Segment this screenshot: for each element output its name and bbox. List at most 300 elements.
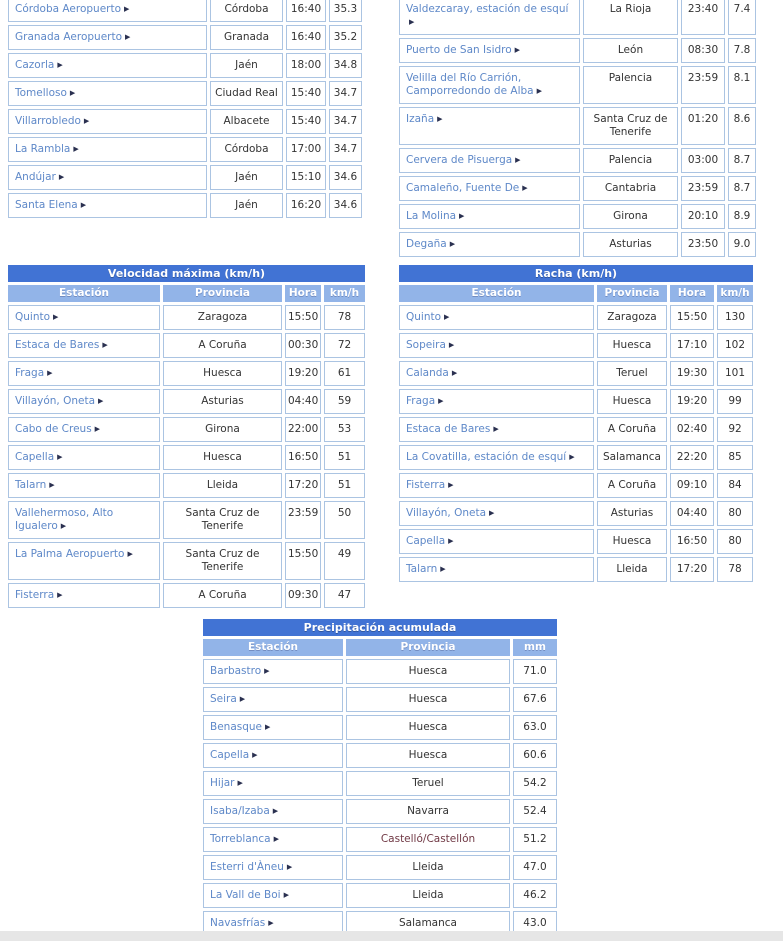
link-arrow-icon[interactable]: ▶ (522, 184, 528, 192)
station-cell (8, 305, 160, 330)
province-cell: A Coruña (597, 417, 667, 442)
province-cell: Teruel (597, 361, 667, 386)
station-cell (8, 473, 160, 498)
hora-cell: 03:00 (681, 148, 725, 173)
station-link[interactable] (15, 589, 63, 601)
hora-cell: 09:30 (285, 583, 321, 608)
station-link-label: Vallehermoso, Alto Igualero (15, 507, 114, 532)
station-cell (8, 583, 160, 608)
station-link-label: Degaña (406, 238, 447, 250)
station-link[interactable] (15, 171, 64, 183)
value-cell: 54.2 (513, 771, 557, 796)
province-cell: Girona (583, 204, 678, 229)
province-cell: Córdoba (210, 0, 283, 22)
hora-cell: 18:00 (286, 53, 326, 78)
station-link-label: Villarrobledo (15, 115, 81, 127)
station-link-label: Villayón, Oneta (15, 395, 96, 407)
station-link[interactable] (15, 199, 86, 211)
province-cell: Albacete (210, 109, 283, 134)
station-cell (8, 137, 207, 162)
province-cell: Asturias (583, 232, 678, 257)
value-cell: 72 (324, 333, 365, 358)
province-cell: Huesca (163, 445, 282, 470)
station-link[interactable] (406, 451, 575, 463)
hora-cell: 23:50 (681, 232, 725, 257)
station-link[interactable] (15, 367, 53, 379)
link-arrow-icon[interactable]: ▶ (94, 425, 101, 433)
station-link-label: La Rambla (15, 143, 71, 155)
value-cell: 34.6 (329, 165, 362, 190)
station-link-label: Granada Aeropuerto (15, 31, 123, 43)
station-cell (8, 445, 160, 470)
station-cell (399, 232, 580, 257)
province-cell: Salamanca (346, 911, 510, 936)
hora-cell: 04:40 (285, 389, 321, 414)
station-link[interactable] (210, 833, 279, 845)
province-cell: Huesca (597, 529, 667, 554)
station-cell (8, 333, 160, 358)
station-link[interactable] (210, 889, 289, 901)
value-cell: 67.6 (513, 687, 557, 712)
hora-cell: 23:59 (681, 66, 725, 104)
station-link-label: Quinto (15, 311, 51, 323)
station-link-label: Estaca de Bares (15, 339, 100, 351)
hora-cell: 15:50 (285, 305, 321, 330)
station-cell (399, 0, 580, 35)
link-arrow-icon[interactable]: ▶ (272, 807, 279, 815)
station-link[interactable] (406, 238, 455, 250)
link-arrow-icon[interactable]: ▶ (286, 863, 293, 871)
station-link-label: Talarn (15, 479, 47, 491)
link-arrow-icon[interactable]: ▶ (57, 591, 63, 599)
hora-cell: 09:10 (670, 473, 714, 498)
column-header: Provincia (163, 285, 282, 302)
link-arrow-icon[interactable]: ▶ (489, 509, 495, 517)
table-top-right (399, 0, 756, 257)
station-link-label: La Covatilla, estación de esquí (406, 451, 567, 463)
value-cell: 51 (324, 473, 365, 498)
station-link[interactable] (15, 339, 108, 351)
station-link-label: Torreblanca (210, 833, 271, 845)
station-link[interactable] (15, 451, 63, 463)
hora-cell: 17:20 (285, 473, 321, 498)
hora-cell: 15:10 (286, 165, 326, 190)
table-grid (8, 0, 362, 218)
station-link-label: Capella (210, 749, 250, 761)
value-cell: 46.2 (513, 883, 557, 908)
station-cell (8, 0, 207, 22)
value-cell: 60.6 (513, 743, 557, 768)
province-cell: Asturias (163, 389, 282, 414)
province-cell: Huesca (597, 333, 667, 358)
table-title: Velocidad máxima (km/h) (8, 265, 365, 282)
hora-cell: 23:59 (681, 176, 725, 201)
hora-cell: 00:30 (285, 333, 321, 358)
station-cell (399, 66, 580, 104)
province-cell: Palencia (583, 66, 678, 104)
station-cell (399, 38, 580, 63)
station-link[interactable] (15, 143, 79, 155)
station-link-label: Calanda (406, 367, 449, 379)
value-cell: 78 (717, 557, 753, 582)
hora-cell: 15:50 (285, 542, 321, 580)
table-top-left (8, 0, 362, 218)
station-cell (8, 53, 207, 78)
station-link-label: Barbastro (210, 665, 262, 677)
link-arrow-icon[interactable]: ▶ (69, 89, 76, 97)
link-arrow-icon[interactable]: ▶ (264, 667, 270, 675)
station-cell (399, 333, 594, 358)
value-cell: 80 (717, 529, 753, 554)
value-cell: 34.8 (329, 53, 362, 78)
station-cell (8, 361, 160, 386)
table-grid (399, 265, 753, 582)
station-cell (203, 771, 343, 796)
station-cell (399, 557, 594, 582)
column-header: Provincia (346, 639, 510, 656)
value-cell: 8.7 (728, 148, 756, 173)
station-cell (399, 445, 594, 470)
station-cell (399, 148, 580, 173)
station-link-label: Puerto de San Isidro (406, 44, 512, 56)
station-link-label: Fisterra (406, 479, 446, 491)
station-link[interactable] (406, 563, 446, 575)
station-cell (203, 687, 343, 712)
table-grid (399, 0, 756, 257)
station-link-label: La Palma Aeropuerto (15, 548, 125, 560)
province-cell: Huesca (597, 389, 667, 414)
link-arrow-icon[interactable]: ▶ (438, 397, 444, 405)
table-velocidad-maxima (8, 265, 365, 608)
station-cell (399, 305, 594, 330)
station-link[interactable] (406, 367, 457, 379)
value-cell: 34.7 (329, 109, 362, 134)
hora-cell: 22:20 (670, 445, 714, 470)
station-link-label: Hijar (210, 777, 235, 789)
station-link[interactable] (406, 210, 464, 222)
link-arrow-icon[interactable]: ▶ (459, 212, 465, 220)
province-cell: Cantabria (583, 176, 678, 201)
station-link[interactable] (15, 507, 113, 532)
station-link-label: Seira (210, 693, 237, 705)
link-arrow-icon[interactable]: ▶ (237, 779, 243, 787)
value-cell: 8.9 (728, 204, 756, 229)
value-cell: 52.4 (513, 799, 557, 824)
station-link-label: Fraga (15, 367, 45, 379)
station-link[interactable] (210, 805, 278, 817)
link-arrow-icon[interactable]: ▶ (80, 201, 87, 209)
station-link[interactable] (406, 311, 449, 323)
hora-cell: 20:10 (681, 204, 725, 229)
hora-cell: 15:40 (286, 109, 326, 134)
hora-cell: 15:50 (670, 305, 714, 330)
value-cell: 43.0 (513, 911, 557, 936)
value-cell: 53 (324, 417, 365, 442)
station-link-label: Valdezcaray, estación de esquí (406, 3, 569, 15)
value-cell: 71.0 (513, 659, 557, 684)
column-header: Hora (670, 285, 714, 302)
link-arrow-icon[interactable]: ▶ (493, 425, 499, 433)
province-cell: Lleida (163, 473, 282, 498)
station-link-label: Velilla del Río Carrión, Camporredondo de Alba (406, 72, 534, 97)
link-arrow-icon[interactable]: ▶ (409, 18, 415, 26)
station-link[interactable] (210, 721, 270, 733)
link-arrow-icon[interactable]: ▶ (268, 919, 274, 927)
station-link[interactable] (406, 479, 454, 491)
link-arrow-icon[interactable]: ▶ (448, 481, 454, 489)
station-link[interactable] (406, 3, 568, 28)
link-arrow-icon[interactable]: ▶ (239, 695, 246, 703)
value-cell: 63.0 (513, 715, 557, 740)
link-arrow-icon[interactable]: ▶ (448, 537, 454, 545)
link-arrow-icon[interactable]: ▶ (102, 341, 108, 349)
station-cell (399, 473, 594, 498)
station-link[interactable] (406, 72, 542, 97)
station-link-label: La Vall de Boi (210, 889, 281, 901)
station-cell (8, 109, 207, 134)
province-cell: A Coruña (597, 473, 667, 498)
value-cell: 59 (324, 389, 365, 414)
province-cell: Palencia (583, 148, 678, 173)
province-cell: Granada (210, 25, 283, 50)
link-arrow-icon[interactable]: ▶ (448, 341, 455, 349)
value-cell: 35.3 (329, 0, 362, 22)
value-cell: 78 (324, 305, 365, 330)
station-cell (8, 389, 160, 414)
link-arrow-icon[interactable]: ▶ (58, 173, 65, 181)
station-link-label: Estaca de Bares (406, 423, 491, 435)
station-link[interactable] (210, 917, 274, 929)
province-cell: Santa Cruz de Tenerife (163, 542, 282, 580)
value-cell: 47 (324, 583, 365, 608)
province-cell: Jaén (210, 193, 283, 218)
hora-cell: 19:30 (670, 361, 714, 386)
column-header: Estación (399, 285, 594, 302)
station-cell (8, 193, 207, 218)
station-link-label: Cervera de Pisuerga (406, 154, 513, 166)
province-cell: Zaragoza (163, 305, 282, 330)
hora-cell: 23:40 (681, 0, 725, 35)
province-cell: Córdoba (210, 137, 283, 162)
station-link-label: Quinto (406, 311, 442, 323)
station-link[interactable] (210, 861, 292, 873)
station-link[interactable] (406, 395, 444, 407)
value-cell: 8.1 (728, 66, 756, 104)
province-cell: Santa Cruz de Tenerife (583, 107, 678, 145)
station-link[interactable] (15, 423, 100, 435)
station-cell (8, 81, 207, 106)
station-link[interactable] (406, 44, 520, 56)
station-link-label: Benasque (210, 721, 263, 733)
link-arrow-icon[interactable]: ▶ (125, 33, 131, 41)
station-link[interactable] (15, 31, 130, 43)
value-cell: 61 (324, 361, 365, 386)
province-cell: Huesca (163, 361, 282, 386)
link-arrow-icon[interactable]: ▶ (273, 835, 280, 843)
station-link[interactable] (15, 115, 89, 127)
value-cell: 7.8 (728, 38, 756, 63)
station-cell (203, 855, 343, 880)
hora-cell: 02:40 (670, 417, 714, 442)
station-link-label: Santa Elena (15, 199, 78, 211)
station-link[interactable] (15, 479, 55, 491)
station-link[interactable] (15, 548, 133, 560)
province-cell: Navarra (346, 799, 510, 824)
station-link[interactable] (15, 311, 58, 323)
province-cell: Jaén (210, 165, 283, 190)
station-link-label: Capella (406, 535, 446, 547)
province-cell: Huesca (346, 687, 510, 712)
link-arrow-icon[interactable]: ▶ (569, 453, 575, 461)
value-cell: 7.4 (728, 0, 756, 35)
link-arrow-icon[interactable]: ▶ (265, 723, 271, 731)
station-cell (399, 361, 594, 386)
column-header: Provincia (597, 285, 667, 302)
province-cell: Teruel (346, 771, 510, 796)
column-header: km/h (717, 285, 753, 302)
station-cell (399, 529, 594, 554)
value-cell: 9.0 (728, 232, 756, 257)
value-cell: 8.7 (728, 176, 756, 201)
link-arrow-icon[interactable]: ▶ (57, 61, 63, 69)
value-cell: 85 (717, 445, 753, 470)
station-link-label: La Molina (406, 210, 457, 222)
station-link-label: Cabo de Creus (15, 423, 92, 435)
province-cell: Salamanca (597, 445, 667, 470)
table-grid (8, 265, 365, 608)
station-link[interactable] (210, 749, 258, 761)
station-link-label: Izaña (406, 113, 435, 125)
province-cell: Huesca (346, 659, 510, 684)
table-title: Racha (km/h) (399, 265, 753, 282)
hora-cell: 19:20 (285, 361, 321, 386)
link-arrow-icon[interactable]: ▶ (440, 565, 446, 573)
link-arrow-icon[interactable]: ▶ (127, 550, 133, 558)
table-racha (399, 265, 753, 582)
link-arrow-icon[interactable]: ▶ (124, 5, 130, 13)
link-arrow-icon[interactable]: ▶ (252, 751, 258, 759)
province-cell: Ciudad Real (210, 81, 283, 106)
station-link[interactable] (15, 3, 129, 15)
station-link[interactable] (406, 154, 521, 166)
value-cell: 34.7 (329, 137, 362, 162)
station-cell (203, 743, 343, 768)
hora-cell: 01:20 (681, 107, 725, 145)
value-cell: 99 (717, 389, 753, 414)
province-cell: Lleida (597, 557, 667, 582)
province-cell: A Coruña (163, 333, 282, 358)
province-cell: Castelló/Castellón (346, 827, 510, 852)
station-cell (8, 501, 160, 539)
station-link-label: Navasfrías (210, 917, 266, 929)
link-arrow-icon[interactable]: ▶ (98, 397, 104, 405)
province-cell: A Coruña (163, 583, 282, 608)
link-arrow-icon[interactable]: ▶ (536, 87, 542, 95)
station-link-label: Tomelloso (15, 87, 67, 99)
station-link[interactable] (15, 87, 75, 99)
link-arrow-icon[interactable]: ▶ (83, 117, 90, 125)
hora-cell: 04:40 (670, 501, 714, 526)
station-link[interactable] (406, 113, 443, 125)
link-arrow-icon[interactable]: ▶ (49, 481, 55, 489)
link-arrow-icon[interactable]: ▶ (514, 46, 521, 54)
link-arrow-icon[interactable]: ▶ (47, 369, 53, 377)
province-cell: Girona (163, 417, 282, 442)
link-arrow-icon[interactable]: ▶ (283, 891, 289, 899)
province-cell: Lleida (346, 883, 510, 908)
link-arrow-icon[interactable]: ▶ (57, 453, 63, 461)
hora-cell: 16:40 (286, 25, 326, 50)
station-cell (203, 827, 343, 852)
link-arrow-icon[interactable]: ▶ (451, 369, 458, 377)
column-header: mm (513, 639, 557, 656)
station-link-label: Isaba/Izaba (210, 805, 270, 817)
value-cell: 34.7 (329, 81, 362, 106)
station-cell (8, 165, 207, 190)
link-arrow-icon[interactable]: ▶ (437, 115, 443, 123)
value-cell: 49 (324, 542, 365, 580)
value-cell: 92 (717, 417, 753, 442)
station-link[interactable] (15, 59, 63, 71)
footer-bar (0, 931, 783, 941)
station-link[interactable] (406, 339, 454, 351)
province-cell: Jaén (210, 53, 283, 78)
station-cell (8, 542, 160, 580)
table-precipitacion-acumulada (203, 619, 557, 936)
link-arrow-icon[interactable]: ▶ (73, 145, 79, 153)
station-cell (399, 417, 594, 442)
station-link-label: Fraga (406, 395, 436, 407)
hora-cell: 17:00 (286, 137, 326, 162)
station-cell (203, 715, 343, 740)
station-link-label: Capella (15, 451, 55, 463)
station-link[interactable] (406, 507, 494, 519)
link-arrow-icon[interactable]: ▶ (53, 313, 59, 321)
station-link[interactable] (406, 182, 528, 194)
station-link[interactable] (15, 395, 103, 407)
station-cell (399, 107, 580, 145)
value-cell: 102 (717, 333, 753, 358)
link-arrow-icon[interactable]: ▶ (60, 522, 67, 530)
station-link[interactable] (210, 665, 270, 677)
hora-cell: 16:40 (286, 0, 326, 22)
table-grid (203, 619, 557, 936)
value-cell: 47.0 (513, 855, 557, 880)
province-cell: Huesca (346, 743, 510, 768)
value-cell: 130 (717, 305, 753, 330)
column-header: Estación (203, 639, 343, 656)
value-cell: 51.2 (513, 827, 557, 852)
link-arrow-icon[interactable]: ▶ (444, 313, 450, 321)
hora-cell: 17:10 (670, 333, 714, 358)
station-link[interactable] (210, 777, 243, 789)
hora-cell: 16:50 (285, 445, 321, 470)
station-cell (203, 659, 343, 684)
value-cell: 50 (324, 501, 365, 539)
station-link[interactable] (406, 423, 499, 435)
station-link-label: Esterri d'Àneu (210, 861, 284, 873)
province-cell: Lleida (346, 855, 510, 880)
station-link[interactable] (406, 535, 454, 547)
province-cell: Huesca (346, 715, 510, 740)
link-arrow-icon[interactable]: ▶ (515, 156, 521, 164)
province-cell: León (583, 38, 678, 63)
value-cell: 34.6 (329, 193, 362, 218)
link-arrow-icon[interactable]: ▶ (449, 240, 456, 248)
value-cell: 80 (717, 501, 753, 526)
station-link-label: Andújar (15, 171, 56, 183)
station-link[interactable] (210, 693, 245, 705)
